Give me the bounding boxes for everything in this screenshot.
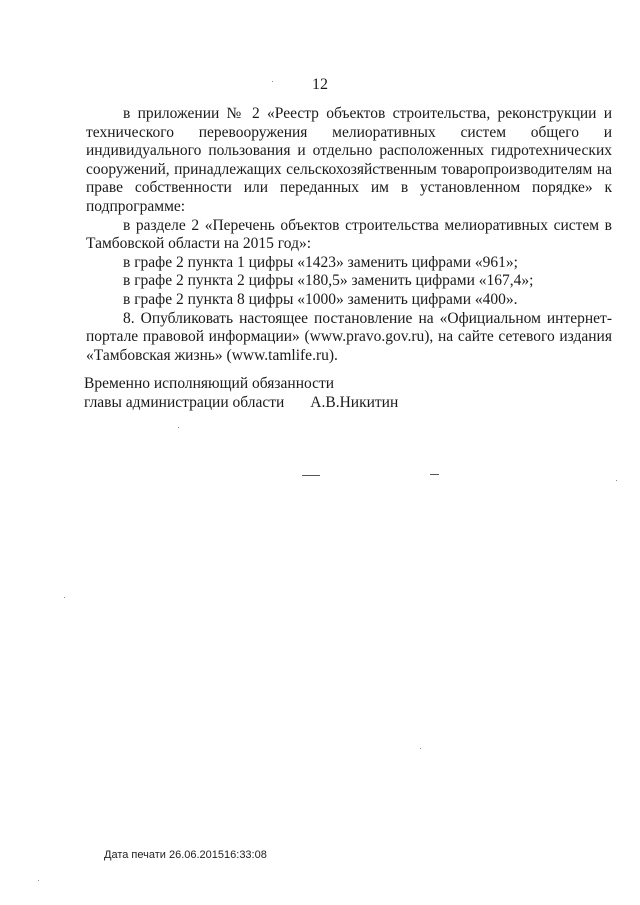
signature-position-line1: Временно исполняющий обязанности: [84, 375, 335, 392]
scan-speck: [272, 81, 273, 82]
signature-position-line2: [84, 394, 504, 413]
print-date: Дата печати 26.06.201516:33:08: [104, 849, 267, 861]
scan-speck: [64, 597, 65, 598]
paragraph-publish: 8. Опубликовать настоящее постановление на «Официальном интернет-портале правовой информации» (www.pravo.gov.ru), на сайте сетевого издания «Тамбовская жизнь» (www.tamlife.ru).: [86, 309, 612, 364]
scan-speck: [616, 480, 617, 481]
paragraph-item-8: в графе 2 пункта 8 цифры «1000» заменить цифрами «400».: [123, 290, 518, 308]
scan-mark: [302, 475, 320, 476]
page-number: 12: [312, 76, 328, 93]
signature-name: А.В.Никитин: [310, 393, 399, 411]
scan-mark: [430, 474, 439, 475]
document-body: [86, 105, 612, 365]
paragraph-item-1: в графе 2 пункта 1 цифры «1423» заменить цифрами «961»;: [123, 253, 518, 271]
scan-speck: [420, 748, 421, 749]
scan-speck: [38, 880, 39, 881]
scan-speck: [178, 427, 179, 428]
paragraph-item-2: в графе 2 пункта 2 цифры «180,5» заменить цифрами «167,4»;: [123, 272, 534, 290]
paragraph-section-2: в разделе 2 «Перечень объектов строительства мелиоративных систем в Тамбовской области на 2015 год»:: [86, 216, 612, 253]
signature-position-text: главы администрации области: [84, 393, 285, 411]
paragraph-appendix-2: в приложении № 2 «Реестр объектов строительства, реконструкции и технического перевооружения мелиоративных систем общего и индивидуального пользования и отдельно расположенных гидротехнических сооружений, принадлежащих сельскохозяйственным товаропроизводителям на праве собственности или переданных им в установленном порядке» к подпрограмме:: [86, 105, 612, 215]
signature-block: [84, 375, 504, 412]
